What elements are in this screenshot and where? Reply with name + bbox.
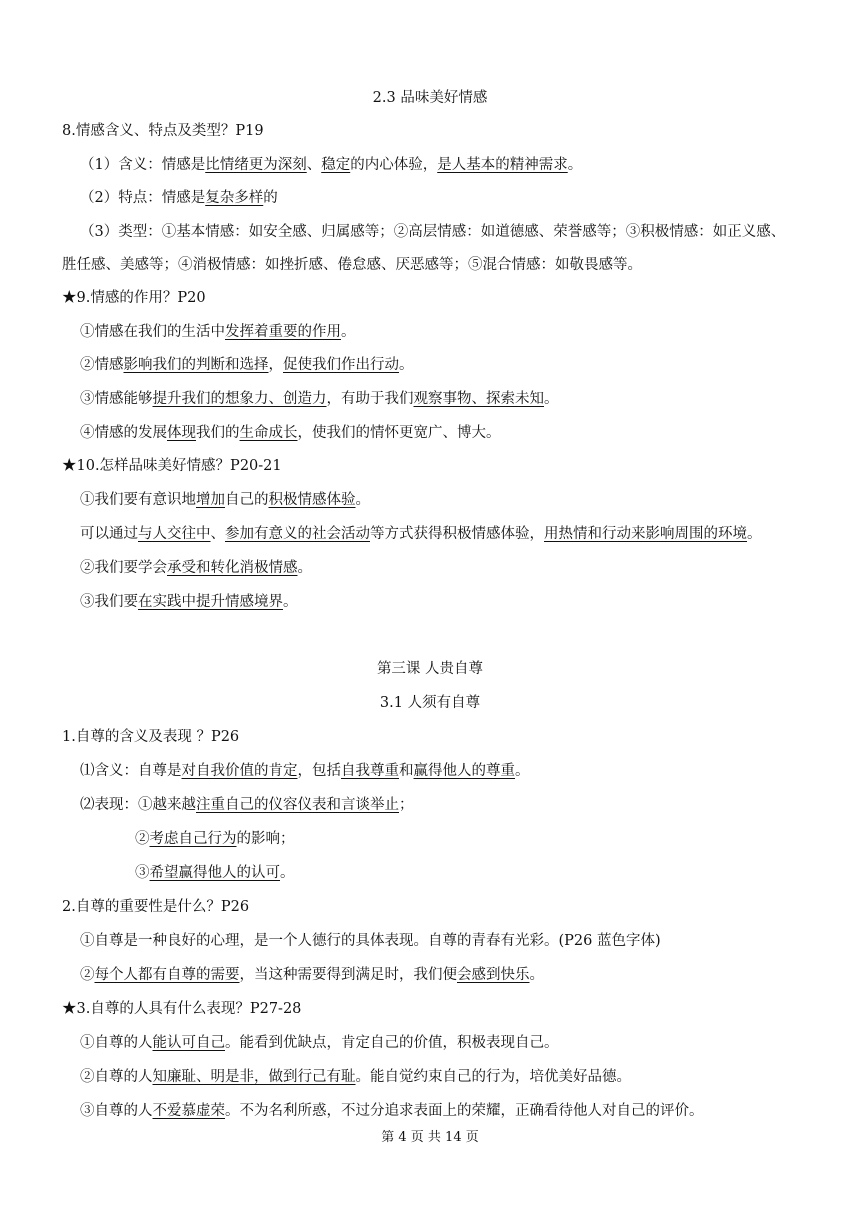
question-1-title: 1.自尊的含义及表现 ？P26 xyxy=(62,729,240,745)
q3-point-2: ②自尊的人知廉耻、明是非，做到行己有耻。能自觉约束自己的行为，培优美好品德。 xyxy=(80,1069,631,1085)
question-8-title: 8.情感含义、特点及类型？P19 xyxy=(62,123,264,139)
q2-point-1: ①自尊是一种良好的心理，是一个人德行的具体表现。自尊的青春有光彩。(P26 蓝色字体) xyxy=(80,933,661,949)
section-title-2-3: 2.3 品味美好情感 xyxy=(372,90,488,106)
q3-point-3: ③自尊的人不爱慕虚荣。不为名利所惑，不过分追求表面上的荣耀，正确看待他人对自己的评价。 xyxy=(80,1103,704,1119)
q1-show-3: ③希望赢得他人的认可。 xyxy=(135,865,295,881)
question-9-title: ★9.情感的作用？P20 xyxy=(62,290,206,306)
q9-point-1: ①情感在我们的生活中发挥着重要的作用。 xyxy=(80,324,356,340)
q1-show-1: ⑵表现：①越来越注重自己的仪容仪表和言谈举止； xyxy=(80,797,414,813)
q1-definition: ⑴含义：自尊是对自我价值的肯定，包括自我尊重和赢得他人的尊重。 xyxy=(80,763,530,779)
q2-point-2: ②每个人都有自尊的需要，当这种需要得到满足时，我们便会感到快乐。 xyxy=(80,967,544,983)
q10-point-3: ③我们要在实践中提升情感境界。 xyxy=(80,594,298,610)
q9-point-2: ②情感影响我们的判断和选择，促使我们作出行动。 xyxy=(80,357,414,373)
q8-types-line-1: （3）类型：①基本情感：如安全感、归属感等；②高层情感：如道德感、荣誉感等；③积极情感：如正义感、 xyxy=(80,224,786,240)
q8-trait: （2）特点：情感是复杂多样的 xyxy=(80,190,278,206)
question-2-title: 2.自尊的重要性是什么？P26 xyxy=(62,899,250,915)
q10-point-2: ②我们要学会承受和转化消极情感。 xyxy=(80,560,312,576)
lesson-3-title: 第三课 人贵自尊 xyxy=(376,661,484,677)
page-footer: 第 4 页 共 14 页 xyxy=(381,1130,479,1145)
q10-point-1: ①我们要有意识地增加自己的积极情感体验。 xyxy=(80,492,370,508)
question-10-title: ★10.怎样品味美好情感？P20-21 xyxy=(62,458,282,474)
section-title-3-1: 3.1 人须有自尊 xyxy=(379,695,481,711)
q10-point-1-detail: 可以通过与人交往中、参加有意义的社会活动等方式获得积极情感体验，用热情和行动来影响周围的环境。 xyxy=(80,526,762,542)
q9-point-3: ③情感能够提升我们的想象力、创造力，有助于我们观察事物、探索未知。 xyxy=(80,391,559,407)
q9-point-4: ④情感的发展体现我们的生命成长，使我们的情怀更宽广、博大。 xyxy=(80,425,501,441)
q1-show-2: ②考虑自己行为的影响； xyxy=(135,831,295,847)
question-3-title: ★3.自尊的人具有什么表现？P27-28 xyxy=(62,1001,302,1017)
q3-point-1: ①自尊的人能认可自己。能看到优缺点，肯定自己的价值，积极表现自己。 xyxy=(80,1035,559,1051)
q8-definition: （1）含义：情感是比情绪更为深刻、稳定的内心体验，是人基本的精神需求。 xyxy=(80,157,583,173)
q8-types-line-2: 胜任感、美感等；④消极情感：如挫折感、倦怠感、厌恶感等；⑤混合情感：如敬畏感等。 xyxy=(62,257,642,273)
